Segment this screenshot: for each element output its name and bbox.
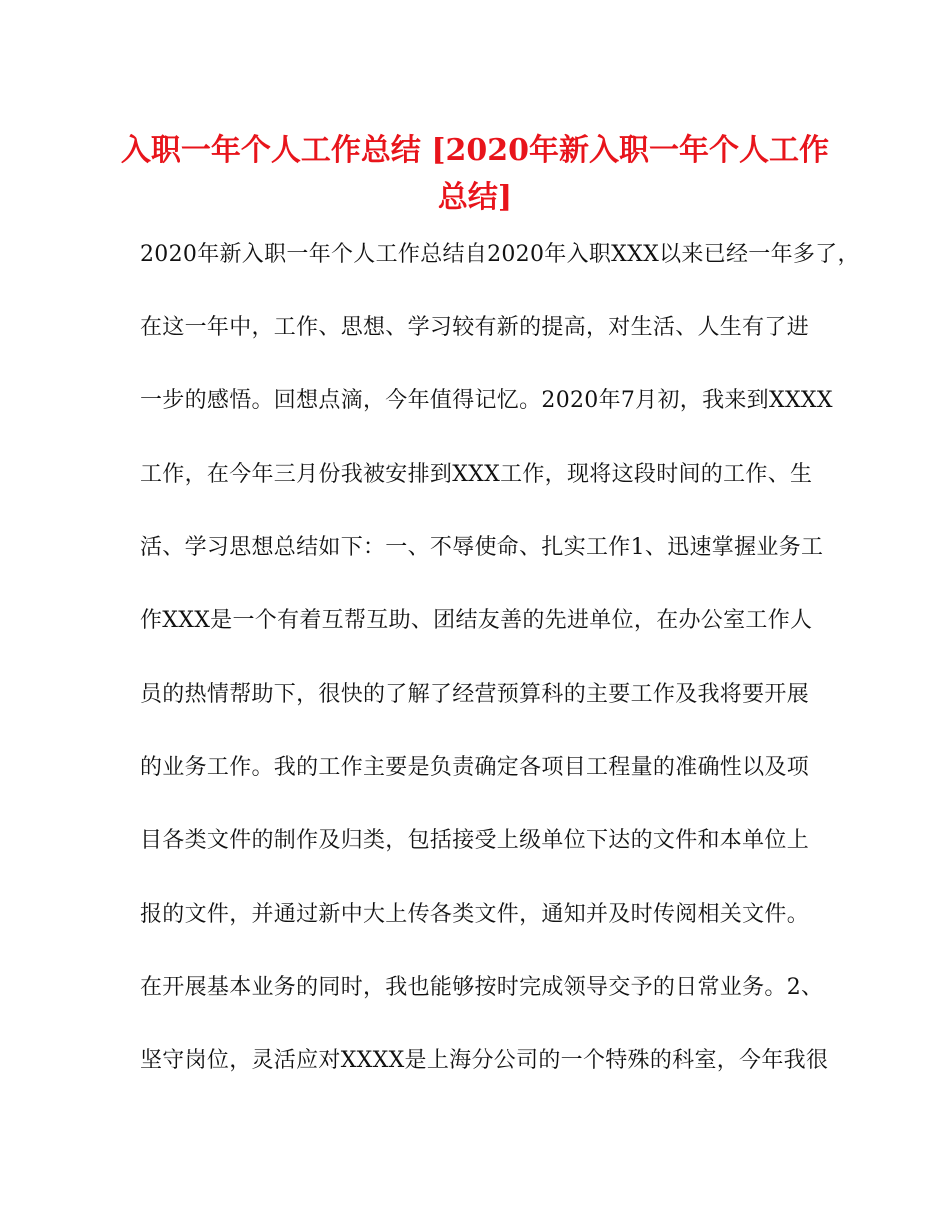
body-text-line: 工作，在今年三月份我被安排到XXX工作，现将这段时间的工作、生 [140, 462, 813, 487]
body-text-line: 的业务工作。我的工作主要是负责确定各项目工程量的准确性以及项 [140, 755, 810, 780]
body-text-line: 一步的感悟。回想点滴，今年值得记忆。2020年7月初，我来到XXXX [140, 388, 833, 413]
body-text-line: 坚守岗位，灵活应对XXXX是上海分公司的一个特殊的科室，今年我很 [140, 1048, 829, 1073]
body-text-line: 在这一年中，工作、思想、学习较有新的提高，对生活、人生有了进 [140, 315, 810, 340]
body-text-line: 报的文件，并通过新中大上传各类文件，通知并及时传阅相关文件。 [140, 902, 810, 927]
body-text-line: 活、学习思想总结如下：一、不辱使命、扎实工作1、迅速掌握业务工 [140, 535, 824, 560]
body-text-line: 员的热情帮助下，很快的了解了经营预算科的主要工作及我将要开展 [140, 682, 810, 707]
body-text-line: 2020年新入职一年个人工作总结自2020年入职XXX以来已经一年多了， [140, 242, 860, 267]
document-title-line-1: 入职一年个人工作总结 [2020年新入职一年个人工作 [120, 133, 830, 168]
body-text-line: 在开展基本业务的同时，我也能够按时完成领导交予的日常业务。2、 [140, 975, 824, 1000]
body-text-line: 作XXX是一个有着互帮互助、团结友善的先进单位，在办公室工作人 [140, 608, 813, 633]
document-title-line-2: 总结] [437, 180, 513, 215]
body-text-line: 目各类文件的制作及归类，包括接受上级单位下达的文件和本单位上 [140, 828, 810, 853]
